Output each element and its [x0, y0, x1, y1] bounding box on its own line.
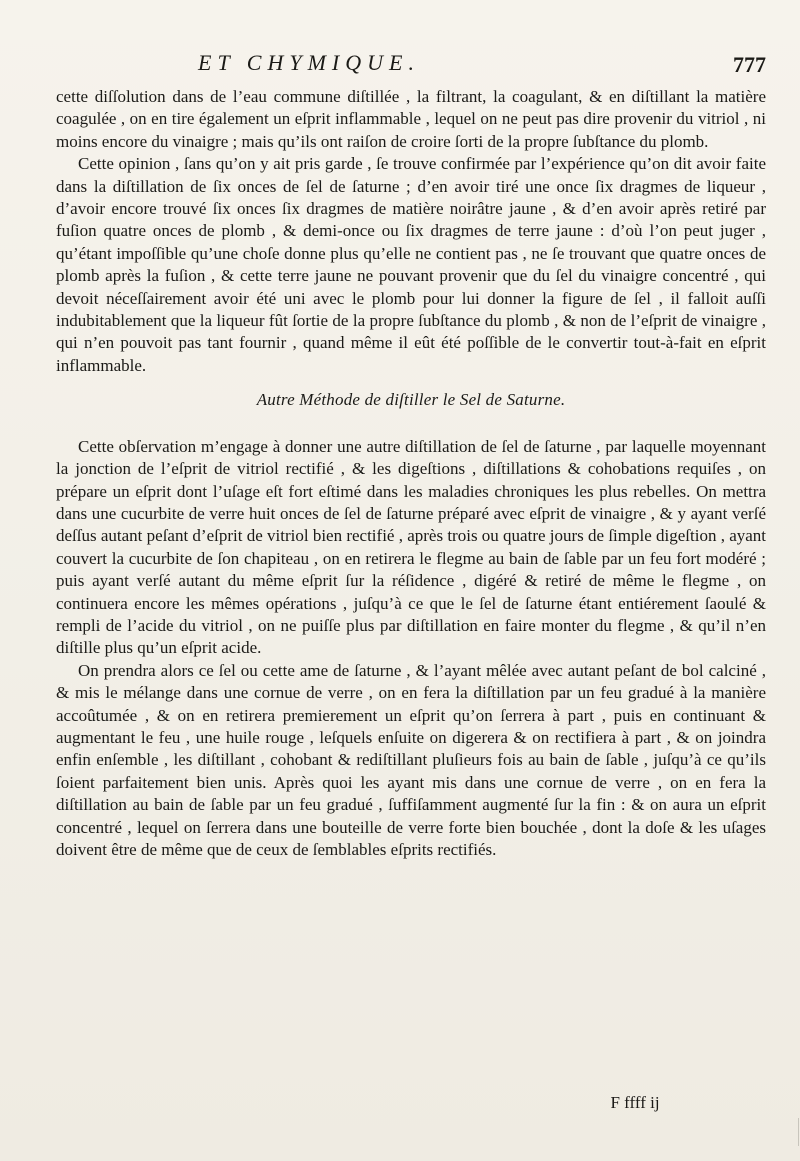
- section-title: Autre Méthode de diſtiller le Sel de Saturne.: [256, 390, 566, 410]
- paragraph-method: Cette obſervation m’engage à donner une autre diſtillation de ſel de ſaturne , par laquelle moyennant la jonction de l’eſprit de vitriol rectifié , & les digeſtions , diſtillations & cohobations requiſes , on prépare un eſprit dont l’uſage eſt fort eſtimé dans les maladies chroniques les plus rebelles. On mettra dans une cucurbite de verre huit onces de ſel de ſaturne préparé avec eſprit de vinaigre , & y ayant verſé deſſus autant peſant d’eſprit de vitriol bien rectifié , après trois ou quatre jours de ſimple digeſtion , ayant couvert la cucurbite de ſon chapiteau , on en retirera le flegme au bain de ſable par un feu fort modéré ; puis ayant verſé autant du même eſprit ſur la réſidence , digéré & retiré de même le flegme , on continuera encore les mêmes opérations , juſqu’à ce que le ſel de ſaturne étant entiérement ſaoulé & rempli de l’acide du vitriol , on ne puiſſe plus par diſtillation en faire monter du flegme , & qu’il n’en diſtille plus qu’un eſprit acide.: [56, 436, 767, 658]
- page-header: [56, 44, 766, 84]
- page-number: 777: [733, 52, 766, 77]
- signature-mark: F ffff ij: [610, 1093, 660, 1112]
- main-text: [56, 86, 766, 861]
- paragraph-distillation: On prendra alors ce ſel ou cette ame de ſaturne , & l’ayant mêlée avec autant peſant de bol calciné , & mis le mélange dans une cornue de verre , on en fera la diſtillation par un feu gradué à la manière accoûtumée , & on en retirera premierement un eſprit qu’on ſerrera à part , puis en continuant & augmentant le feu , une huile rouge , leſquels enſuite on digerera & on rectifiera à part , & on joindra enfin enſemble , les diſtillant , cohobant & rediſtillant pluſieurs fois au bain de ſable , juſqu’à ce qu’ils ſoient parfaitement bien unis. Après quoi les ayant mis dans une cornue de verre , on en fera la diſtillation au bain de ſable par un feu gradué , ſuffiſamment augmenté ſur la fin : & on aura un eſprit concentré , lequel on ſerrera dans une bouteille de verre forte bien bouchée , dont la doſe & les uſages doivent être de même que de ceux de ſemblables eſprits rectifiés.: [56, 660, 766, 859]
- running-title: ET CHYMIQUE.: [198, 50, 420, 75]
- paragraph-opinion: Cette opinion , ſans qu’on y ait pris garde , ſe trouve confirmée par l’expérience qu’on dit avoir faite dans la diſtillation de ſix onces de ſel de ſaturne ; d’en avoir tiré une once ſix dragmes de liqueur , d’avoir encore trouvé ſix onces ſix dragmes de matière noirâtre jaune , & d’en avoir après retiré par fuſion quatre onces de plomb , & demi-once ou ſix dragmes de terre jaune : d’où l’on peut juger , qu’étant impoſſible qu’une choſe donne plus qu’elle ne contient pas , ne ſe trouvant que quatre onces de plomb après la fuſion , & cette terre jaune ne pouvant provenir que du ſel du vinaigre concentré , qui devoit néceſſairement avoir été uni avec le plomb pour lui donner la figure de ſel , il falloit auſſi indubitablement que la liqueur fût ſortie de la propre ſubſtance du plomb , & non de l’eſprit de vinaigre , qui n’en pouvoit pas tant fournir , quand même il eût été poſſible de le convertir tout-à-fait en eſprit inflammable.: [56, 154, 766, 375]
- section-spacer: [56, 422, 766, 436]
- paragraph-continuation: cette diſſolution dans de l’eau commune diſtillée , la filtrant, la coagulant, & en diſtillant la matière coagulée , on en tire également un eſprit inflammable , lequel on ne peut pas dire provenir du vitriol , ni moins encore du vinaigre ; mais qu’ils ont raiſon de croire ſorti de la propre ſubſtance du plomb.: [56, 87, 766, 151]
- scan-edge-mark: [798, 1118, 799, 1146]
